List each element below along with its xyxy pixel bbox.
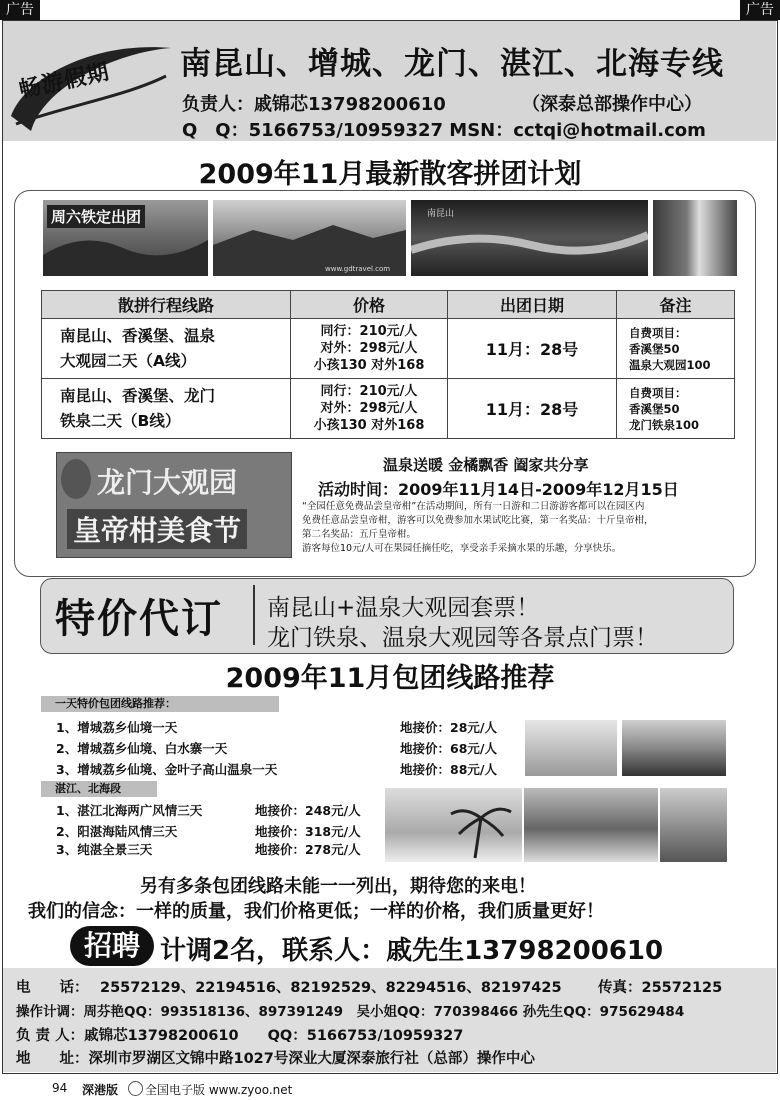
festival-img-line2: 皇帝柑美食节 [67, 509, 247, 549]
header-title: 南昆山、增城、龙门、湛江、北海专线 [180, 46, 724, 82]
table-header-row [42, 291, 735, 319]
footer-ops: 操作计调：周芬艳QQ：993518136、897391249 吴小姐QQ：770398466 孙先生QQ：975629484 [16, 1004, 685, 1020]
photo-coast [524, 788, 658, 862]
list-item-price: 地接价：318元/人 [255, 824, 361, 839]
photo-waterfall [653, 200, 737, 276]
center-name: （深泰总部操作中心） [522, 94, 702, 115]
list-item-price: 地接价：68元/人 [400, 741, 497, 756]
photo-hotspring [525, 720, 617, 776]
route-cell: 南昆山、香溪堡、龙门 铁泉二天（B线） [42, 379, 291, 439]
photo-banner-label: 周六铁定出团 [47, 205, 145, 228]
table-row [42, 319, 735, 379]
price-cell: 同行：210元/人 对外：298元/人 小孩130 对外168 [291, 379, 448, 439]
festival-image [56, 452, 292, 558]
festival-img-line1: 龙门大观园 [97, 466, 238, 499]
group-section2-label: 湛江、北海段 [41, 781, 157, 797]
festival-emblem-icon [61, 459, 91, 499]
special-line1: 南昆山+温泉大观园套票！ [267, 595, 540, 621]
logo-text: 畅游假期 [16, 59, 113, 104]
th-date: 出团日期 [448, 291, 617, 319]
date-cell: 11月：28号 [448, 379, 617, 439]
note-cell: 自费项目： 香溪堡50 温泉大观园100 [617, 319, 735, 379]
page-number: 94 [52, 1081, 68, 1095]
list-item-price: 地接价：28元/人 [400, 720, 497, 735]
list-item-price: 地接价：88元/人 [400, 762, 497, 777]
festival-time: 活动时间：2009年11月14日-2009年12月15日 [318, 480, 679, 499]
route-cell: 南昆山、香溪堡、温泉 大观园二天（A线） [42, 319, 291, 379]
contact-line: 负责人：戚锦芯13798200610 [182, 94, 446, 115]
list-item: 1、湛江北海两广风情三天 [56, 803, 203, 818]
ad-tag-left: 广告 [0, 0, 40, 20]
footer-manager: 负 责 人：戚锦芯13798200610 QQ：5166753/10959327 [16, 1028, 464, 1044]
group-section1-label: 一天特价包团线路推荐： [41, 696, 279, 712]
photo-palm-beach [385, 788, 522, 862]
edition-label: 深港版 [82, 1083, 119, 1097]
special-line2: 龙门铁泉、温泉大观园等各景点门票！ [267, 625, 658, 651]
plan-title: 2009年11月最新散客拼团计划 [198, 159, 582, 190]
slogan-more-routes: 另有多条包团线路未能一一列出，期待您的来电！ [140, 876, 536, 897]
special-title: 特价代订 [55, 596, 223, 642]
note-cell: 自费项目： 香溪堡50 龙门铁泉100 [617, 379, 735, 439]
festival-slogan: 温泉送暖 金橘飘香 阖家共分享 [383, 456, 589, 474]
th-price: 价格 [291, 291, 448, 319]
photo-river: 南昆山 [411, 200, 648, 276]
list-item: 3、纯湛全景三天 [56, 842, 153, 857]
footer-fax: 传真：25572125 [598, 980, 723, 996]
list-item: 2、阳湛海陆风情三天 [56, 824, 178, 839]
list-item-price: 地接价：278元/人 [255, 842, 361, 857]
recruit-text: 计调2名，联系人：戚先生13798200610 [160, 936, 664, 966]
schedule-table [41, 290, 735, 439]
special-divider [253, 585, 255, 645]
footer-phones: 25572129、22194516、82192529、82294516、82197425 [100, 980, 562, 996]
list-item: 1、增城荔乡仙境一天 [56, 720, 178, 735]
price-cell: 同行：210元/人 对外：298元/人 小孩130 对外168 [291, 319, 448, 379]
photo-mountains: www.gdtravel.com [213, 200, 406, 276]
table-row [42, 379, 735, 439]
site-label: 全国电子版 www.zyoo.net [145, 1083, 293, 1097]
list-item: 3、增城荔乡仙境、金叶子高山温泉一天 [56, 762, 278, 777]
list-item-price: 地接价：248元/人 [255, 803, 361, 818]
recruit-badge: 招聘 [70, 926, 154, 966]
list-item: 2、增城荔乡仙境、白水寨一天 [56, 741, 228, 756]
slogan-belief: 我们的信念：一样的质量，我们价格更低；一样的价格，我们质量更好！ [28, 901, 604, 922]
festival-desc: “全园任意免费品尝皇帝柑”在活动期间，所有一日游和二日游游客都可以在园区内 免费任意品尝皇帝柑，游客可以免费参加水果试吃比赛，第一名奖品：十斤皇帝柑， 第二名奖品：五斤皇帝柑。 游客每位10元/人可在果园任摘任吃，享受亲手采摘水果的乐趣，分享快乐。 [302, 501, 654, 554]
group-title: 2009年11月包团线路推荐 [225, 663, 555, 694]
footer-phone-label: 电 话： [16, 980, 89, 996]
ad-tag-right: 广告 [740, 0, 780, 20]
qq-line: Q Q：5166753/10959327 MSN：cctqi@hotmail.com [182, 120, 706, 141]
photo-pool [622, 720, 726, 776]
edition-logo-icon [128, 1081, 143, 1096]
th-route: 散拼行程线路 [42, 291, 291, 319]
photo-pavilion [660, 788, 727, 862]
th-note: 备注 [617, 291, 735, 319]
footer-address: 地 址：深圳市罗湖区文锦中路1027号深业大厦深泰旅行社（总部）操作中心 [16, 1051, 535, 1067]
date-cell: 11月：28号 [448, 319, 617, 379]
special-booking-box [40, 578, 734, 654]
